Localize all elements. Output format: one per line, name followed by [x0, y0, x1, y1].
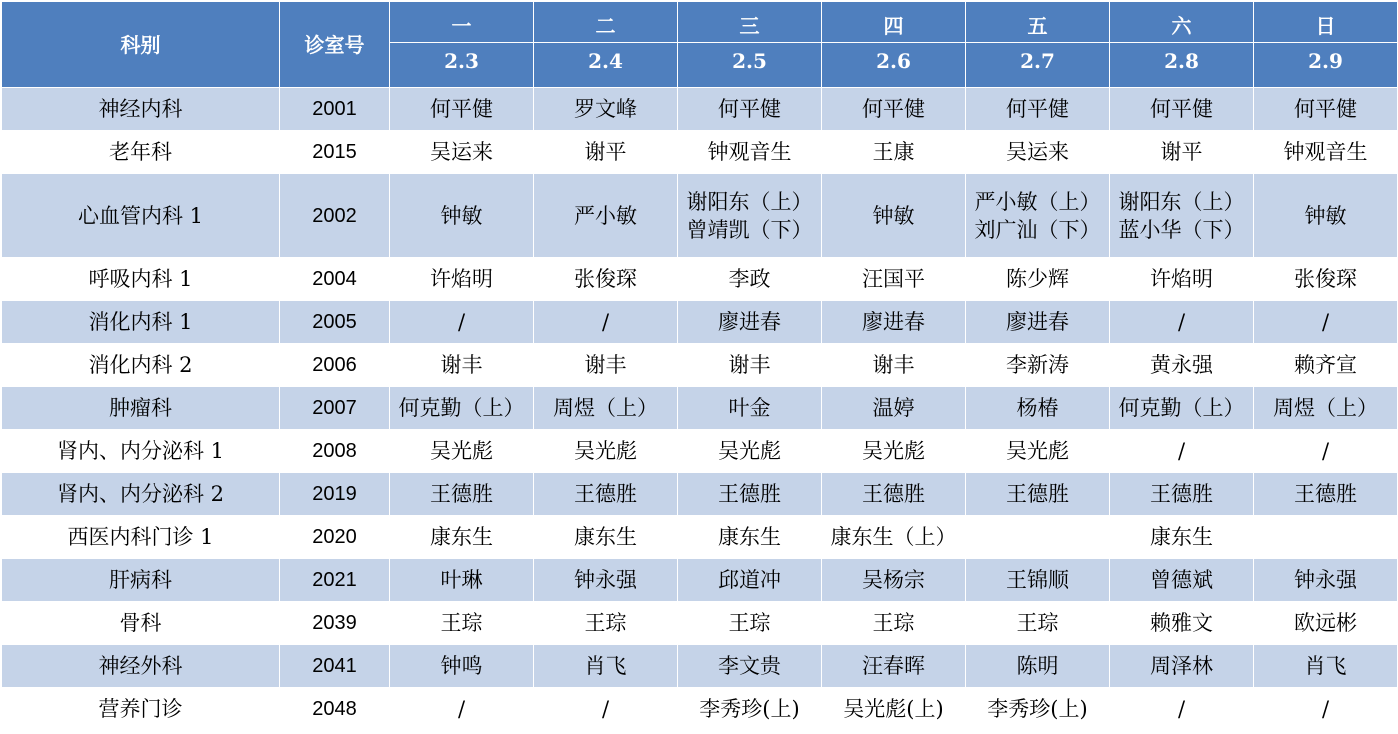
room-cell: 2002: [280, 174, 390, 258]
doctor-name: 陈少辉: [1006, 267, 1069, 291]
doctor-name: 王德胜: [574, 482, 637, 506]
doctor-name: 周煜（上）: [1273, 396, 1378, 420]
schedule-table: [1, 1, 1398, 731]
doctor-name: 王琮: [584, 611, 627, 635]
doctor-cell: [678, 344, 822, 387]
doctor-name: 曾德斌: [1150, 568, 1213, 592]
doctor-name: 肖飞: [1304, 654, 1347, 678]
table-row: [2, 88, 1398, 131]
dept-cell: 肝病科: [2, 559, 280, 602]
doctor-cell: [966, 559, 1110, 602]
doctor-cell: [678, 131, 822, 174]
doctor-cell: [822, 387, 966, 430]
doctor-cell: [822, 473, 966, 516]
table-row: [2, 645, 1398, 688]
room-cell: 2048: [280, 688, 390, 731]
doctor-name: 吴光彪: [1006, 439, 1069, 463]
doctor-name: 廖进春: [1006, 310, 1069, 334]
doctor-cell: [1110, 473, 1254, 516]
doctor-cell: [1254, 174, 1398, 258]
room-cell: 2007: [280, 387, 390, 430]
doctor-name: 何平健: [430, 97, 493, 121]
doctor-cell: [390, 301, 534, 344]
doctor-name: /: [601, 697, 610, 721]
doctor-name: 刘广汕（下）: [974, 217, 1101, 242]
doctor-cell: [1110, 645, 1254, 688]
doctor-name: 谢平: [1160, 140, 1203, 164]
room-column-header: 诊室号: [280, 2, 390, 88]
doctor-cell: [534, 602, 678, 645]
doctor-name: 杨椿: [1016, 396, 1059, 420]
doctor-name: 陈明: [1016, 654, 1059, 678]
room-cell: 2039: [280, 602, 390, 645]
dept-cell: 骨科: [2, 602, 280, 645]
doctor-name: 谢平: [584, 140, 627, 164]
dept-cell: 西医内科门诊 1: [2, 516, 280, 559]
dept-cell: 神经外科: [2, 645, 280, 688]
doctor-cell: [390, 688, 534, 731]
doctor-cell: [822, 344, 966, 387]
doctor-cell: [966, 387, 1110, 430]
doctor-name: 钟观音生: [1283, 140, 1368, 164]
doctor-name: 叶金: [728, 396, 771, 420]
doctor-name: 何平健: [862, 97, 925, 121]
table-row: [2, 174, 1398, 258]
doctor-name: 王德胜: [718, 482, 781, 506]
doctor-name: 李政: [728, 267, 771, 291]
doctor-name: 康东生: [430, 525, 493, 549]
doctor-name: 钟敏: [872, 203, 915, 228]
weekday-header: 一: [390, 2, 534, 43]
doctor-cell: [1110, 131, 1254, 174]
doctor-name: /: [1177, 439, 1186, 463]
doctor-name: /: [1177, 310, 1186, 334]
doctor-name: 何平健: [1006, 97, 1069, 121]
doctor-cell: [534, 258, 678, 301]
doctor-cell: [1110, 387, 1254, 430]
doctor-cell: [534, 174, 678, 258]
doctor-cell: [966, 174, 1110, 258]
weekday-header: 日: [1254, 2, 1398, 43]
doctor-cell: [678, 258, 822, 301]
doctor-cell: [966, 645, 1110, 688]
doctor-cell: [966, 688, 1110, 731]
doctor-name: 王德胜: [1150, 482, 1213, 506]
doctor-name: /: [457, 697, 466, 721]
doctor-cell: [1110, 516, 1254, 559]
doctor-cell: [822, 688, 966, 731]
doctor-name: 吴运来: [1006, 140, 1069, 164]
doctor-name: 周煜（上）: [553, 396, 658, 420]
doctor-name: 王德胜: [1006, 482, 1069, 506]
doctor-name: 王德胜: [1294, 482, 1357, 506]
doctor-name: 吴杨宗: [862, 568, 925, 592]
doctor-name: 何克勤（上）: [1118, 396, 1245, 420]
doctor-name: 康东生: [574, 525, 637, 549]
doctor-cell: [1254, 387, 1398, 430]
doctor-cell: [1254, 301, 1398, 344]
weekday-header: 四: [822, 2, 966, 43]
doctor-cell: [966, 131, 1110, 174]
doctor-cell: [678, 688, 822, 731]
room-cell: 2020: [280, 516, 390, 559]
doctor-cell: [1254, 430, 1398, 473]
doctor-name: 谢丰: [584, 353, 627, 377]
doctor-name: 康东生: [1150, 525, 1213, 549]
doctor-cell: [1110, 344, 1254, 387]
table-body: [2, 88, 1398, 731]
doctor-name: 李秀珍(上): [699, 697, 800, 721]
room-cell: 2006: [280, 344, 390, 387]
table-row: [2, 430, 1398, 473]
doctor-cell: [1110, 430, 1254, 473]
doctor-name: 谢阳东（上）: [686, 189, 813, 214]
dept-cell: 肿瘤科: [2, 387, 280, 430]
doctor-name: 钟永强: [1294, 568, 1357, 592]
doctor-cell: [534, 645, 678, 688]
doctor-cell: [390, 602, 534, 645]
table-row: [2, 602, 1398, 645]
room-cell: 2019: [280, 473, 390, 516]
date-header: 2.9: [1254, 43, 1398, 88]
doctor-cell: [1110, 602, 1254, 645]
doctor-name: /: [1321, 697, 1330, 721]
table-row: [2, 344, 1398, 387]
doctor-name: 王琮: [440, 611, 483, 635]
doctor-name: 蓝小华（下）: [1118, 217, 1245, 242]
doctor-name: 钟敏: [440, 203, 483, 228]
doctor-cell: [534, 88, 678, 131]
doctor-name: 邱道冲: [718, 568, 781, 592]
table-row: [2, 131, 1398, 174]
date-header: 2.4: [534, 43, 678, 88]
doctor-cell: [1254, 516, 1398, 559]
room-cell: 2008: [280, 430, 390, 473]
room-cell: 2015: [280, 131, 390, 174]
doctor-cell: [822, 516, 966, 559]
doctor-cell: [1254, 688, 1398, 731]
doctor-name: 康东生: [718, 525, 781, 549]
table-row: [2, 516, 1398, 559]
doctor-cell: [678, 174, 822, 258]
doctor-cell: [390, 516, 534, 559]
doctor-name: 钟鸣: [440, 654, 483, 678]
doctor-cell: [822, 301, 966, 344]
room-cell: 2041: [280, 645, 390, 688]
table-row: [2, 387, 1398, 430]
doctor-name: 李文贵: [718, 654, 781, 678]
room-cell: 2001: [280, 88, 390, 131]
doctor-cell: [678, 387, 822, 430]
doctor-name: 王锦顺: [1006, 568, 1069, 592]
doctor-cell: [390, 174, 534, 258]
doctor-cell: [678, 473, 822, 516]
doctor-name: 廖进春: [862, 310, 925, 334]
doctor-cell: [822, 258, 966, 301]
doctor-name: 康东生（上）: [830, 525, 957, 549]
doctor-name: 吴光彪: [574, 439, 637, 463]
doctor-name: 谢丰: [440, 353, 483, 377]
doctor-cell: [534, 301, 678, 344]
doctor-name: 肖飞: [584, 654, 627, 678]
doctor-cell: [966, 473, 1110, 516]
doctor-name: 张俊琛: [1294, 267, 1357, 291]
doctor-cell: [390, 131, 534, 174]
doctor-name: 严小敏（上）: [974, 189, 1101, 214]
doctor-cell: [534, 516, 678, 559]
dept-cell: 心血管内科 1: [2, 174, 280, 258]
table-row: [2, 688, 1398, 731]
doctor-name: 严小敏: [574, 203, 637, 228]
doctor-name: 温婷: [872, 396, 915, 420]
doctor-cell: [1110, 258, 1254, 301]
doctor-cell: [1254, 559, 1398, 602]
doctor-name: 赖齐宣: [1294, 353, 1357, 377]
doctor-cell: [390, 88, 534, 131]
doctor-name: 王琮: [728, 611, 771, 635]
weekday-header: 五: [966, 2, 1110, 43]
doctor-name: 罗文峰: [574, 97, 637, 121]
doctor-name: /: [1321, 310, 1330, 334]
dept-cell: 呼吸内科 1: [2, 258, 280, 301]
doctor-name: 许焰明: [430, 267, 493, 291]
room-cell: 2005: [280, 301, 390, 344]
doctor-name: 黄永强: [1150, 353, 1213, 377]
doctor-cell: [390, 344, 534, 387]
doctor-cell: [1254, 344, 1398, 387]
doctor-cell: [1110, 88, 1254, 131]
weekday-header: 三: [678, 2, 822, 43]
doctor-cell: [390, 473, 534, 516]
doctor-cell: [390, 430, 534, 473]
doctor-name: 吴运来: [430, 140, 493, 164]
doctor-name: 谢丰: [872, 353, 915, 377]
dept-cell: 消化内科 1: [2, 301, 280, 344]
doctor-cell: [678, 645, 822, 688]
table-header: [2, 2, 1398, 88]
dept-column-header: 科别: [2, 2, 280, 88]
doctor-name: 钟观音生: [707, 140, 792, 164]
doctor-name: 吴光彪: [430, 439, 493, 463]
doctor-cell: [822, 430, 966, 473]
doctor-name: 王康: [872, 140, 915, 164]
doctor-name: 王琮: [1016, 611, 1059, 635]
doctor-name: 汪国平: [862, 267, 925, 291]
room-cell: 2021: [280, 559, 390, 602]
doctor-cell: [1254, 131, 1398, 174]
doctor-cell: [1254, 473, 1398, 516]
doctor-name: 王琮: [872, 611, 915, 635]
doctor-cell: [1110, 174, 1254, 258]
doctor-cell: [534, 344, 678, 387]
doctor-name: /: [1177, 697, 1186, 721]
dept-cell: 肾内、内分泌科 1: [2, 430, 280, 473]
doctor-name: 李秀珍(上): [987, 697, 1088, 721]
dept-cell: 老年科: [2, 131, 280, 174]
table-row: [2, 559, 1398, 602]
doctor-name: /: [457, 310, 466, 334]
doctor-cell: [534, 131, 678, 174]
doctor-cell: [390, 258, 534, 301]
weekday-header: 六: [1110, 2, 1254, 43]
doctor-cell: [966, 88, 1110, 131]
doctor-cell: [678, 516, 822, 559]
date-header: 2.5: [678, 43, 822, 88]
doctor-cell: [678, 559, 822, 602]
doctor-name: 何克勤（上）: [398, 396, 525, 420]
doctor-name: /: [1321, 439, 1330, 463]
dept-cell: 消化内科 2: [2, 344, 280, 387]
doctor-cell: [390, 387, 534, 430]
doctor-cell: [1110, 559, 1254, 602]
table-row: [2, 473, 1398, 516]
doctor-name: /: [601, 310, 610, 334]
doctor-name: 王德胜: [430, 482, 493, 506]
doctor-cell: [966, 602, 1110, 645]
doctor-name: 曾靖凯（下）: [686, 217, 813, 242]
doctor-name: 王德胜: [862, 482, 925, 506]
dept-cell: 营养门诊: [2, 688, 280, 731]
doctor-cell: [678, 301, 822, 344]
doctor-cell: [1110, 301, 1254, 344]
doctor-cell: [1254, 602, 1398, 645]
doctor-cell: [966, 258, 1110, 301]
doctor-name: 汪春晖: [862, 654, 925, 678]
table-row: [2, 258, 1398, 301]
doctor-name: 吴光彪(上): [843, 697, 944, 721]
doctor-name: 何平健: [718, 97, 781, 121]
doctor-cell: [678, 430, 822, 473]
doctor-cell: [534, 387, 678, 430]
doctor-cell: [1254, 88, 1398, 131]
doctor-cell: [822, 131, 966, 174]
doctor-name: 何平健: [1294, 97, 1357, 121]
doctor-name: 谢阳东（上）: [1118, 189, 1245, 214]
doctor-name: 周泽林: [1150, 654, 1213, 678]
room-cell: 2004: [280, 258, 390, 301]
doctor-name: 欧远彬: [1294, 611, 1357, 635]
doctor-cell: [534, 688, 678, 731]
doctor-cell: [966, 516, 1110, 559]
doctor-cell: [822, 88, 966, 131]
doctor-name: 廖进春: [718, 310, 781, 334]
doctor-cell: [966, 344, 1110, 387]
doctor-name: 叶琳: [440, 568, 483, 592]
doctor-cell: [534, 430, 678, 473]
doctor-cell: [534, 559, 678, 602]
doctor-cell: [1110, 688, 1254, 731]
table-row: [2, 301, 1398, 344]
doctor-name: 张俊琛: [574, 267, 637, 291]
doctor-cell: [822, 174, 966, 258]
doctor-cell: [1254, 258, 1398, 301]
date-header: 2.6: [822, 43, 966, 88]
doctor-cell: [966, 301, 1110, 344]
doctor-cell: [966, 430, 1110, 473]
weekday-header: 二: [534, 2, 678, 43]
doctor-cell: [390, 559, 534, 602]
doctor-name: 李新涛: [1006, 353, 1069, 377]
doctor-cell: [534, 473, 678, 516]
date-header: 2.7: [966, 43, 1110, 88]
doctor-cell: [822, 645, 966, 688]
doctor-cell: [678, 602, 822, 645]
doctor-cell: [390, 645, 534, 688]
doctor-name: 何平健: [1150, 97, 1213, 121]
doctor-cell: [1254, 645, 1398, 688]
doctor-name: 赖雅文: [1150, 611, 1213, 635]
doctor-name: 吴光彪: [718, 439, 781, 463]
doctor-name: 吴光彪: [862, 439, 925, 463]
doctor-name: 谢丰: [728, 353, 771, 377]
doctor-name: 钟敏: [1304, 203, 1347, 228]
doctor-cell: [678, 88, 822, 131]
doctor-name: 许焰明: [1150, 267, 1213, 291]
dept-cell: 神经内科: [2, 88, 280, 131]
doctor-cell: [822, 602, 966, 645]
date-header: 2.3: [390, 43, 534, 88]
doctor-cell: [822, 559, 966, 602]
dept-cell: 肾内、内分泌科 2: [2, 473, 280, 516]
doctor-name: 钟永强: [574, 568, 637, 592]
date-header: 2.8: [1110, 43, 1254, 88]
